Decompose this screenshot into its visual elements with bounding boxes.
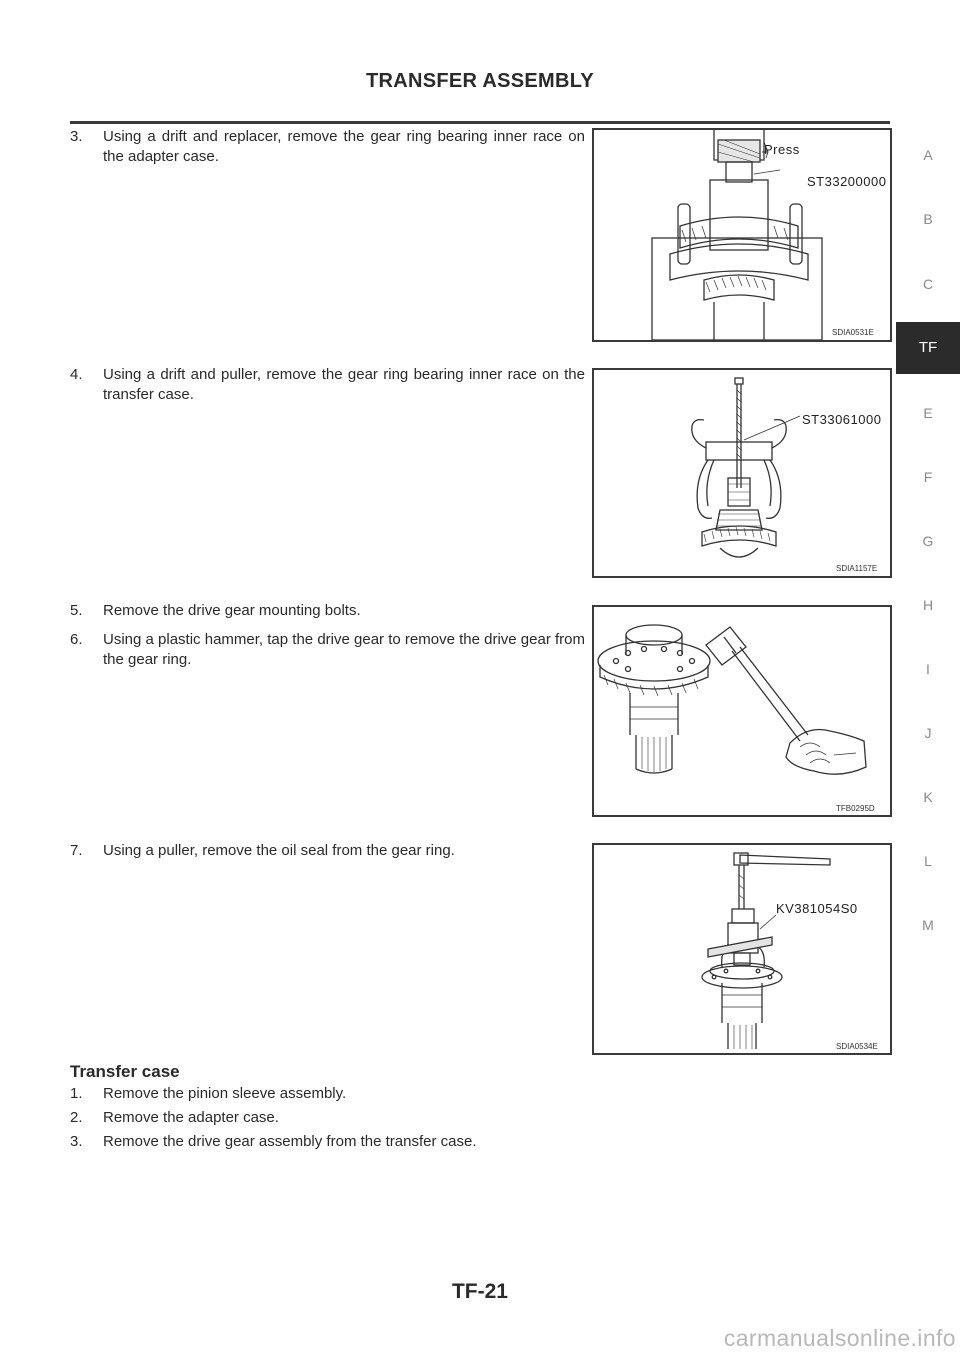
step-text: Remove the drive gear assembly from the transfer case.: [103, 1133, 477, 1150]
figure-code: SDIA0531E: [832, 328, 874, 337]
step-number: 7.: [70, 842, 83, 859]
index-letter-j[interactable]: J: [924, 725, 932, 741]
page-title: TRANSFER ASSEMBLY: [365, 70, 595, 92]
step-5: [70, 601, 585, 621]
index-letter-b[interactable]: B: [923, 211, 933, 227]
step-number: 6.: [70, 631, 83, 648]
step-text: Using a drift and replacer, remove the gear ring bearing inner race on the adapter case.: [103, 128, 585, 165]
index-letter-c[interactable]: C: [922, 276, 934, 292]
index-letter-e[interactable]: E: [923, 405, 933, 421]
step-3: [70, 127, 585, 167]
tool-label: ST33061000: [802, 412, 882, 427]
index-letter-k[interactable]: K: [923, 789, 933, 805]
step-number: 1.: [70, 1085, 83, 1102]
step-text: Using a puller, remove the oil seal from the gear ring.: [103, 842, 455, 859]
index-letter-i[interactable]: I: [926, 661, 930, 677]
step-text: Remove the drive gear mounting bolts.: [103, 602, 361, 619]
index-tab-tf-active[interactable]: TF: [896, 322, 960, 374]
tool-label: KV381054S0: [776, 901, 858, 916]
transfer-step-1: [70, 1084, 585, 1104]
figure-code: SDIA0534E: [836, 1042, 878, 1051]
watermark: carmanualsonline.info: [723, 1325, 956, 1351]
figure-press-replacer: [592, 128, 892, 342]
figure-oil-seal-puller: [592, 843, 892, 1055]
transfer-step-3: [70, 1132, 585, 1152]
step-number: 3.: [70, 1133, 83, 1150]
step-text: Using a plastic hammer, tap the drive gear to remove the drive gear from the gear ring.: [103, 631, 585, 668]
step-number: 4.: [70, 366, 83, 383]
step-4: [70, 365, 585, 405]
index-letter-l[interactable]: L: [924, 853, 932, 869]
index-letter-g[interactable]: G: [922, 533, 934, 549]
index-letter-h[interactable]: H: [922, 597, 934, 613]
press-replacer-illustration: [594, 130, 890, 340]
step-number: 5.: [70, 602, 83, 619]
tool-label: ST33200000: [807, 174, 887, 189]
hammer-drive-gear-illustration: [594, 607, 890, 815]
section-index: [896, 0, 960, 1358]
section-heading-transfer-case: Transfer case: [70, 1062, 180, 1081]
step-7: [70, 841, 585, 861]
figure-puller: [592, 368, 892, 578]
step-6: [70, 630, 585, 670]
step-number: 2.: [70, 1109, 83, 1126]
figure-hammer-drive-gear: [592, 605, 892, 817]
figure-code: TFB0295D: [836, 804, 875, 813]
step-number: 3.: [70, 128, 83, 145]
press-label: Press: [764, 142, 800, 157]
figure-code: SDIA1157E: [836, 564, 878, 573]
header-rule: [70, 121, 890, 124]
transfer-step-2: [70, 1108, 585, 1128]
step-text: Using a drift and puller, remove the gear ring bearing inner race on the transfer case.: [103, 366, 585, 403]
puller-illustration: [594, 370, 890, 576]
step-text: Remove the adapter case.: [103, 1109, 279, 1126]
index-letter-m[interactable]: M: [922, 917, 934, 933]
index-letter-a[interactable]: A: [923, 147, 933, 163]
oil-seal-puller-illustration: [594, 845, 890, 1053]
page-number: TF-21: [451, 1280, 508, 1303]
step-text: Remove the pinion sleeve assembly.: [103, 1085, 347, 1102]
index-letter-f[interactable]: F: [923, 469, 933, 485]
